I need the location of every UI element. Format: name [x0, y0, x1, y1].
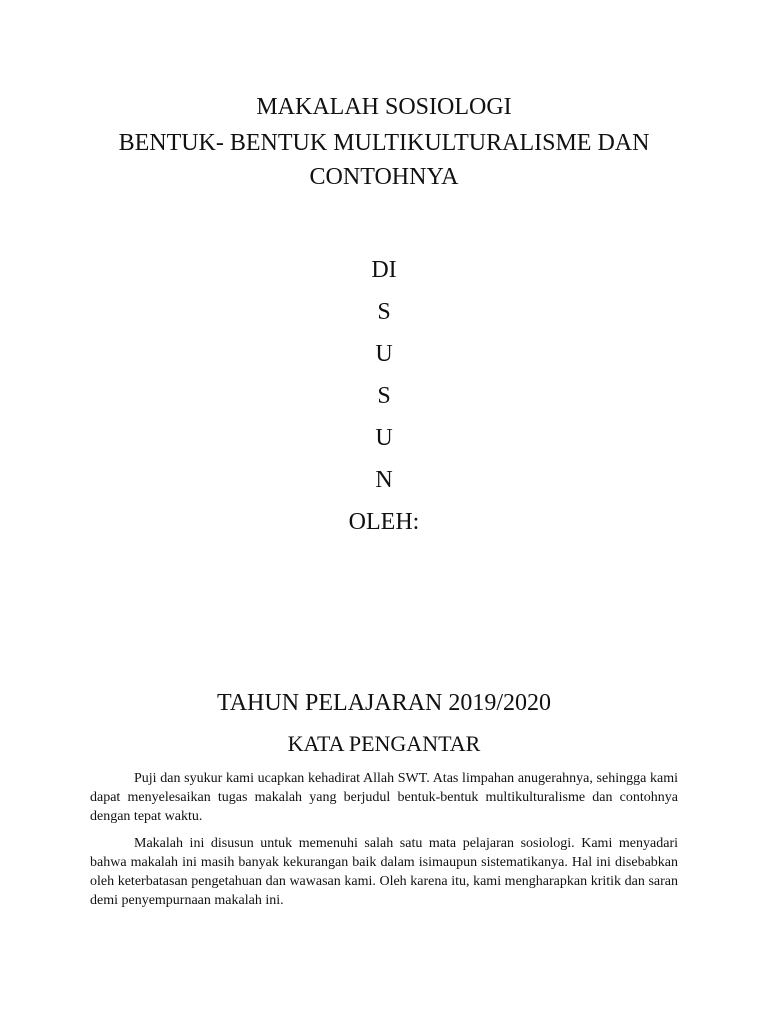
document-subtitle-line2: CONTOHNYA	[309, 164, 459, 190]
disusun-letter: DI	[371, 257, 397, 283]
section-heading-kata-pengantar: KATA PENGANTAR	[287, 731, 481, 756]
disusun-letter: S	[377, 299, 391, 325]
disusun-letter: S	[377, 383, 391, 409]
oleh-label: OLEH:	[348, 509, 420, 535]
disusun-block	[284, 253, 484, 547]
disusun-letter: U	[375, 341, 393, 367]
title-block	[60, 90, 708, 194]
disusun-letter: N	[375, 467, 393, 493]
foreword-paragraph: Puji dan syukur kami ucapkan kehadirat Allah SWT. Atas limpahan anugerahnya, sehingga kami dapat menyelesaikan tugas makalah yang berjudul bentuk-bentuk multikulturalisme dan contohnya dengan tepat waktu.	[90, 771, 678, 824]
academic-year: TAHUN PELAJARAN 2019/2020	[216, 690, 552, 716]
disusun-letter: U	[375, 425, 393, 451]
document-title: MAKALAH SOSIOLOGI	[256, 94, 512, 120]
foreword-paragraph: Makalah ini disusun untuk memenuhi salah satu mata pelajaran sosiologi. Kami menyadari bahwa makalah ini masih banyak kekurangan baik dalam isimaupun sistematikanya. Hal ini disebabkan oleh keterbatasan pengetahuan dan wawasan kami. Oleh karena itu, kami mengharapkan kritik dan saran demi penyempurnaan makalah ini.	[90, 836, 678, 908]
document-subtitle-line1: BENTUK- BENTUK MULTIKULTURALISME DAN	[118, 130, 650, 156]
foreword-body	[90, 769, 678, 918]
